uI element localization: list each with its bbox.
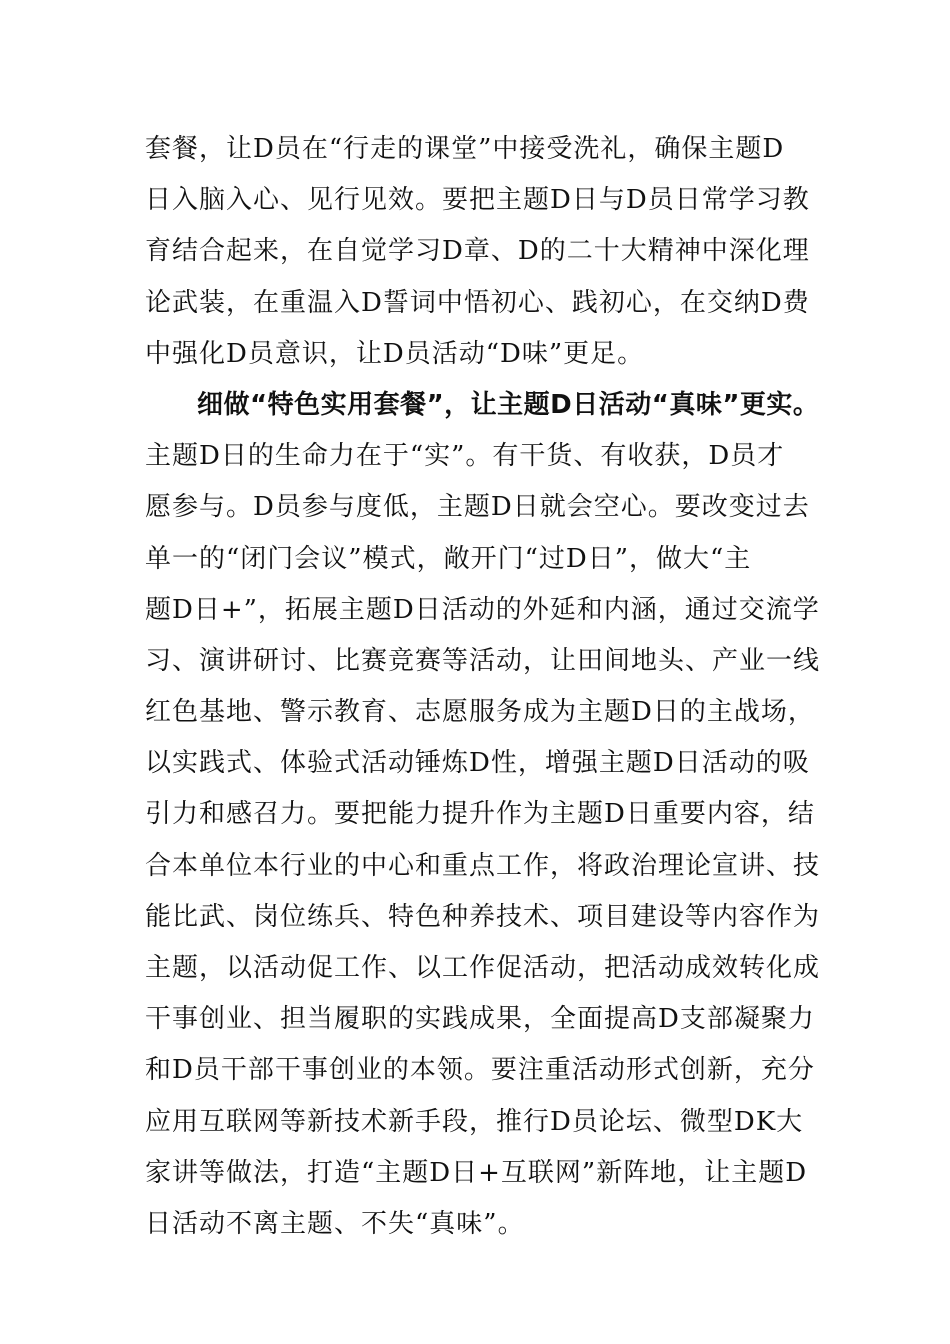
paragraph-line: 套餐，让D员在“行走的课堂”中接受洗礼，确保主题D xyxy=(145,134,785,164)
section-heading: 细做“特色实用套餐”，让主题D日活动“真味”更实。 xyxy=(197,389,820,420)
paragraph-line: 家讲等做法，打造“主题D日+互联网”新阵地，让主题D xyxy=(145,1157,808,1188)
paragraph-line: 和D员干部干事创业的本领。要注重活动形式创新，充分 xyxy=(145,1055,815,1086)
paragraph-line: 主题D日的生命力在于“实”。有干货、有收获，D员才 xyxy=(145,441,785,472)
paragraph-line: 红色基地、警示教育、志愿服务成为主题D日的主战场， xyxy=(145,697,815,728)
paragraph-line: 中强化D员意识，让D员活动“D味”更足。 xyxy=(145,338,645,369)
paragraph-line: 愿参与。D员参与度低，主题D日就会空心。要改变过去 xyxy=(145,492,810,523)
paragraph-line: 引力和感召力。要把能力提升作为主题D日重要内容，结 xyxy=(145,799,815,830)
paragraph-line: 能比武、岗位练兵、特色种养技术、项目建设等内容作为 xyxy=(145,901,821,932)
paragraph-line: 单一的“闭门会议”模式，敞开门“过D日”，做大“主 xyxy=(145,543,752,574)
paragraph-line: 合本单位本行业的中心和重点工作，将政治理论宣讲、技 xyxy=(145,850,821,881)
paragraph-line: 应用互联网等新技术新手段，推行D员论坛、微型DK大 xyxy=(145,1106,804,1137)
document-body xyxy=(145,124,821,1250)
paragraph-line: 日活动不离主题、不失“真味”。 xyxy=(145,1208,525,1239)
paragraph-line: 干事创业、担当履职的实践成果，全面提高D支部凝聚力 xyxy=(145,1004,815,1035)
paragraph-line: 育结合起来，在自觉学习D章、D的二十大精神中深化理 xyxy=(145,236,810,267)
paragraph-line: 主题，以活动促工作、以工作促活动，把活动成效转化成 xyxy=(145,953,821,983)
paragraph-line: 日入脑入心、见行见效。要把主题D日与D员日常学习教 xyxy=(145,185,810,216)
paragraph-line: 题D日+”，拓展主题D日活动的外延和内涵，通过交流学 xyxy=(145,594,820,625)
paragraph-line: 论武装，在重温入D誓词中悟初心、践初心，在交纳D费 xyxy=(145,287,810,318)
paragraph-line: 习、演讲研讨、比赛竞赛等活动，让田间地头、产业一线 xyxy=(145,645,821,676)
paragraph-line: 以实践式、体验式活动锤炼D性，增强主题D日活动的吸 xyxy=(145,748,810,779)
